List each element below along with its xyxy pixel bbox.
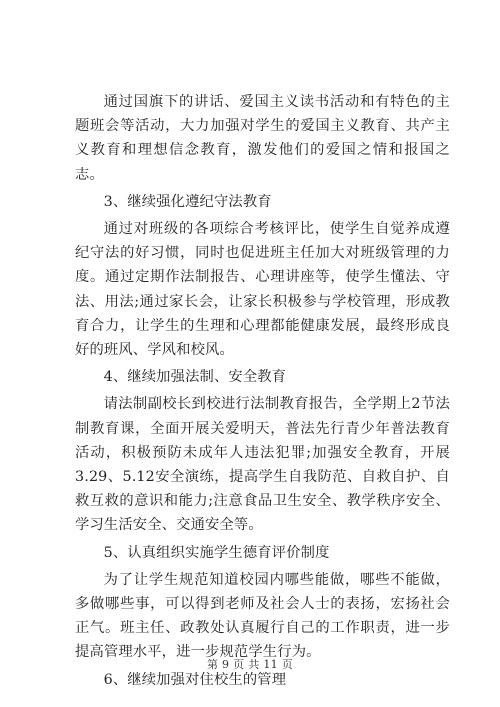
document-body bbox=[75, 90, 450, 695]
section-heading-3: 3、继续强化遵纪守法教育 bbox=[103, 193, 272, 210]
section-heading-6: 6、继续加强对住校生的管理 bbox=[103, 671, 287, 688]
paragraph-legal-safety: 请法制副校长到校进行法制教育报告，全学期上2节法制教育课，全面开展关爱明天，普法先行青少年普法教育活动，积极预防未成年人违法犯罪;加强安全教育，开展3.29、5.12安全演练，提高学生自我防范、自救自护、自救互救的意识和能力;注意食品卫生安全、教学秩序安全、学习生活安全、交通安全等。 bbox=[75, 396, 450, 534]
paragraph-discipline-law: 通过对班级的各项综合考核评比，使学生自觉养成遵纪守法的好习惯，同时也促进班主任加大对班级管理的力度。通过定期作法制报告、心理讲座等，使学生懂法、守法、用法;通过家长会，让家长积极参与学校管理，形成教育合力，让学生的生理和心理都能健康发展，最终形成良好的班风、学风和校风。 bbox=[75, 221, 450, 359]
paragraph-moral-evaluation: 为了让学生规范知道校园内哪些能做，哪些不能做，多做哪些事，可以得到老师及社会人士的表扬，宏扬社会正气。班主任、政教处认真履行自己的工作职责，进一步提高管理水平，进一步规范学生行为。 bbox=[75, 571, 450, 661]
paragraph-patriotic-education: 通过国旗下的讲话、爱国主义读书活动和有特色的主题班会等活动，大力加强对学生的爱国主义教育、共产主义教育和理想信念教育，激发他们的爱国之情和报国之志。 bbox=[75, 94, 450, 183]
page-number-footer: 第 9 页 共 11 页 bbox=[206, 658, 294, 671]
section-heading-5: 5、认真组织实施学生德育评价制度 bbox=[103, 544, 330, 561]
section-heading-4: 4、继续加强法制、安全教育 bbox=[103, 369, 287, 386]
